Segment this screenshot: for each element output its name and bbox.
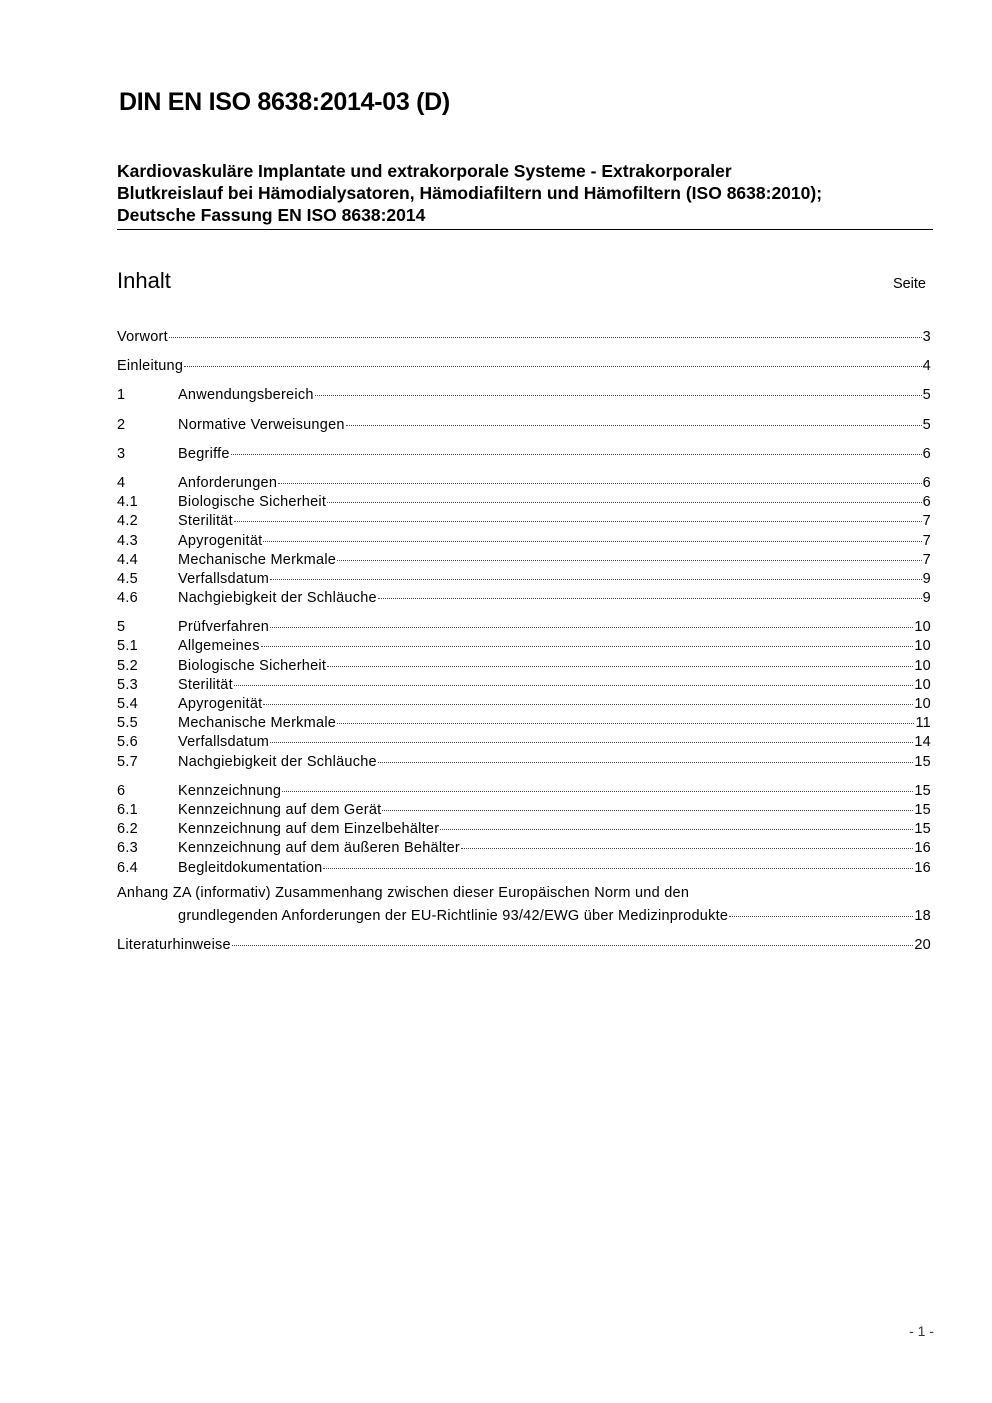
toc-entry[interactable]	[117, 382, 931, 404]
toc-entry-page: 4	[922, 358, 931, 375]
toc-entry-label: Begriffe	[178, 445, 230, 462]
toc-entry-label: Normative Verweisungen	[178, 416, 345, 433]
toc-entry-label: Sterilität	[178, 676, 233, 693]
toc-entry-number: 2	[117, 416, 126, 433]
toc-leader-dots	[184, 350, 921, 367]
toc-entry-number: 5.6	[117, 734, 138, 751]
toc-heading: Inhalt	[117, 268, 171, 293]
toc-entry-label: Sterilität	[178, 513, 233, 530]
toc-entry-label: Nachgiebigkeit der Schläuche	[178, 753, 377, 770]
toc-entry-number: 4.4	[117, 551, 138, 568]
toc-entries	[117, 324, 931, 874]
toc-leader-dots	[461, 832, 913, 849]
toc-entry-page: 5	[922, 416, 931, 433]
toc-leader-dots	[282, 775, 913, 792]
toc-leader-dots	[315, 379, 922, 396]
toc-leader-dots	[382, 794, 913, 811]
toc-entry-page: 7	[922, 513, 931, 530]
toc-entry-label: Literaturhinweise	[117, 937, 231, 954]
toc-entry-bibliography[interactable]	[117, 932, 931, 954]
toc-leader-dots	[327, 650, 913, 667]
toc-entry-number: 5.1	[117, 638, 138, 655]
toc-entry-number: 3	[117, 445, 126, 462]
toc-entry-page: 5	[922, 387, 931, 404]
toc-entry-number: 4.1	[117, 494, 138, 511]
toc-entry-number: 5.2	[117, 657, 138, 674]
toc-leader-dots	[261, 630, 914, 647]
toc-entry-label: Nachgiebigkeit der Schläuche	[178, 590, 377, 607]
toc-entry-number: 6.3	[117, 840, 138, 857]
table-of-contents	[117, 324, 931, 954]
toc-leader-dots	[327, 486, 922, 503]
toc-entry-page: 16	[914, 840, 931, 857]
toc-leader-dots	[346, 409, 922, 426]
toc-entry-number: 4.2	[117, 513, 138, 530]
toc-entry-number: 6	[117, 782, 126, 799]
toc-leader-dots	[337, 544, 922, 561]
toc-entry-number: 4.5	[117, 570, 138, 587]
toc-entry-number: 6.4	[117, 859, 138, 876]
toc-leader-dots	[337, 707, 914, 724]
toc-entry-label: Apyrogenität	[178, 532, 263, 549]
toc-leader-dots	[270, 726, 913, 743]
toc-entry-label: Allgemeines	[178, 638, 260, 655]
toc-entry-page: 3	[922, 329, 931, 345]
toc-entry-page: 10	[914, 619, 931, 636]
toc-entry-label: Kennzeichnung auf dem Gerät	[178, 801, 382, 818]
toc-entry-page: 20	[914, 937, 931, 954]
toc-entry-label: Verfallsdatum	[178, 570, 270, 587]
toc-leader-dots	[323, 852, 913, 869]
toc-leader-dots	[231, 438, 922, 455]
toc-entry-label: Anwendungsbereich	[178, 387, 314, 404]
toc-leader-dots	[234, 669, 913, 686]
toc-entry-label: Verfallsdatum	[178, 734, 270, 751]
toc-leader-dots	[169, 321, 922, 338]
document-title	[117, 160, 933, 230]
toc-leader-dots	[232, 929, 913, 946]
toc-entry-page: 10	[914, 676, 931, 693]
toc-leader-dots	[270, 563, 922, 580]
toc-entry-page: 15	[914, 801, 931, 818]
toc-entry-number: 4	[117, 474, 126, 491]
toc-entry-label: Kennzeichnung auf dem äußeren Behälter	[178, 840, 460, 857]
toc-entry-label: Anforderungen	[178, 474, 278, 491]
toc-entry[interactable]	[117, 441, 931, 460]
page-number: - 1 -	[909, 1323, 934, 1339]
toc-entry-page: 6	[922, 445, 931, 462]
toc-leader-dots	[378, 582, 922, 599]
toc-entry-number: 5.7	[117, 753, 138, 770]
toc-entry-label: Mechanische Merkmale	[178, 715, 337, 732]
toc-leader-dots	[440, 813, 913, 830]
toc-entry-label: Biologische Sicherheit	[178, 494, 327, 511]
toc-entry-page: 15	[914, 821, 931, 838]
toc-leader-dots	[234, 505, 922, 522]
toc-entry-label: Einleitung	[117, 358, 184, 375]
toc-entry[interactable]	[117, 324, 931, 343]
toc-entry-number: 4.6	[117, 590, 138, 607]
toc-annex-line-1[interactable]: Anhang ZA (informativ) Zusammenhang zwischen dieser Europäischen Norm und den	[117, 884, 690, 901]
toc-entry-page: 15	[914, 753, 931, 770]
toc-entry-label: grundlegenden Anforderungen der EU-Richtlinie 93/42/EWG über Medizinprodukte	[178, 907, 729, 924]
toc-entry-page: 10	[914, 638, 931, 655]
toc-entry-page: 9	[922, 570, 931, 587]
toc-entry-page: 18	[914, 907, 931, 924]
toc-entry-label: Prüfverfahren	[178, 619, 270, 636]
toc-entry-page: 11	[915, 715, 931, 732]
title-line: Blutkreislauf bei Hämodialysatoren, Hämodiafiltern und Hämofiltern (ISO 8638:2010);	[117, 183, 823, 203]
toc-entry-page: 16	[914, 859, 931, 876]
toc-leader-dots	[263, 525, 921, 542]
toc-entry-number: 6.2	[117, 821, 138, 838]
toc-entry-number: 1	[117, 387, 126, 404]
toc-entry-label: Apyrogenität	[178, 696, 263, 712]
toc-entry-label: Kennzeichnung auf dem Einzelbehälter	[178, 821, 440, 838]
toc-leader-dots	[270, 611, 913, 628]
toc-entry-number: 5.3	[117, 676, 138, 693]
toc-entry-number: 5	[117, 619, 126, 636]
document-id: DIN EN ISO 8638:2014-03 (D)	[119, 88, 450, 116]
toc-entry-number: 5.5	[117, 715, 138, 732]
toc-entry[interactable]	[117, 412, 931, 431]
page-column-label: Seite	[892, 276, 926, 292]
toc-entry-page: 10	[914, 696, 931, 712]
toc-entry-page: 15	[914, 782, 931, 799]
toc-entry-number: 5.4	[117, 696, 138, 712]
toc-entry-number: 4.3	[117, 532, 138, 549]
toc-entry-number: 6.1	[117, 801, 138, 818]
toc-entry-page: 9	[922, 590, 931, 607]
toc-leader-dots	[263, 688, 913, 705]
toc-leader-dots	[378, 746, 914, 763]
toc-entry-label: Begleitdokumentation	[178, 859, 323, 876]
toc-leader-dots	[278, 467, 921, 484]
toc-leader-dots	[729, 900, 913, 917]
toc-annex-line-2[interactable]	[117, 903, 931, 922]
toc-entry[interactable]	[117, 353, 931, 375]
toc-entry-page: 6	[922, 494, 931, 511]
toc-entry-label: Biologische Sicherheit	[178, 657, 327, 674]
toc-entry-page: 10	[914, 657, 931, 674]
toc-entry-label: Vorwort	[117, 329, 168, 345]
title-line: Deutsche Fassung EN ISO 8638:2014	[117, 205, 426, 225]
toc-entry-page: 7	[922, 551, 931, 568]
toc-entry-label: Kennzeichnung	[178, 782, 282, 799]
toc-entry-label: Mechanische Merkmale	[178, 551, 337, 568]
toc-entry-page: 6	[922, 474, 931, 491]
toc-entry-page: 7	[922, 532, 931, 549]
toc-entry-page: 14	[914, 734, 931, 751]
title-line: Kardiovaskuläre Implantate und extrakorporale Systeme - Extrakorporaler	[117, 161, 732, 181]
